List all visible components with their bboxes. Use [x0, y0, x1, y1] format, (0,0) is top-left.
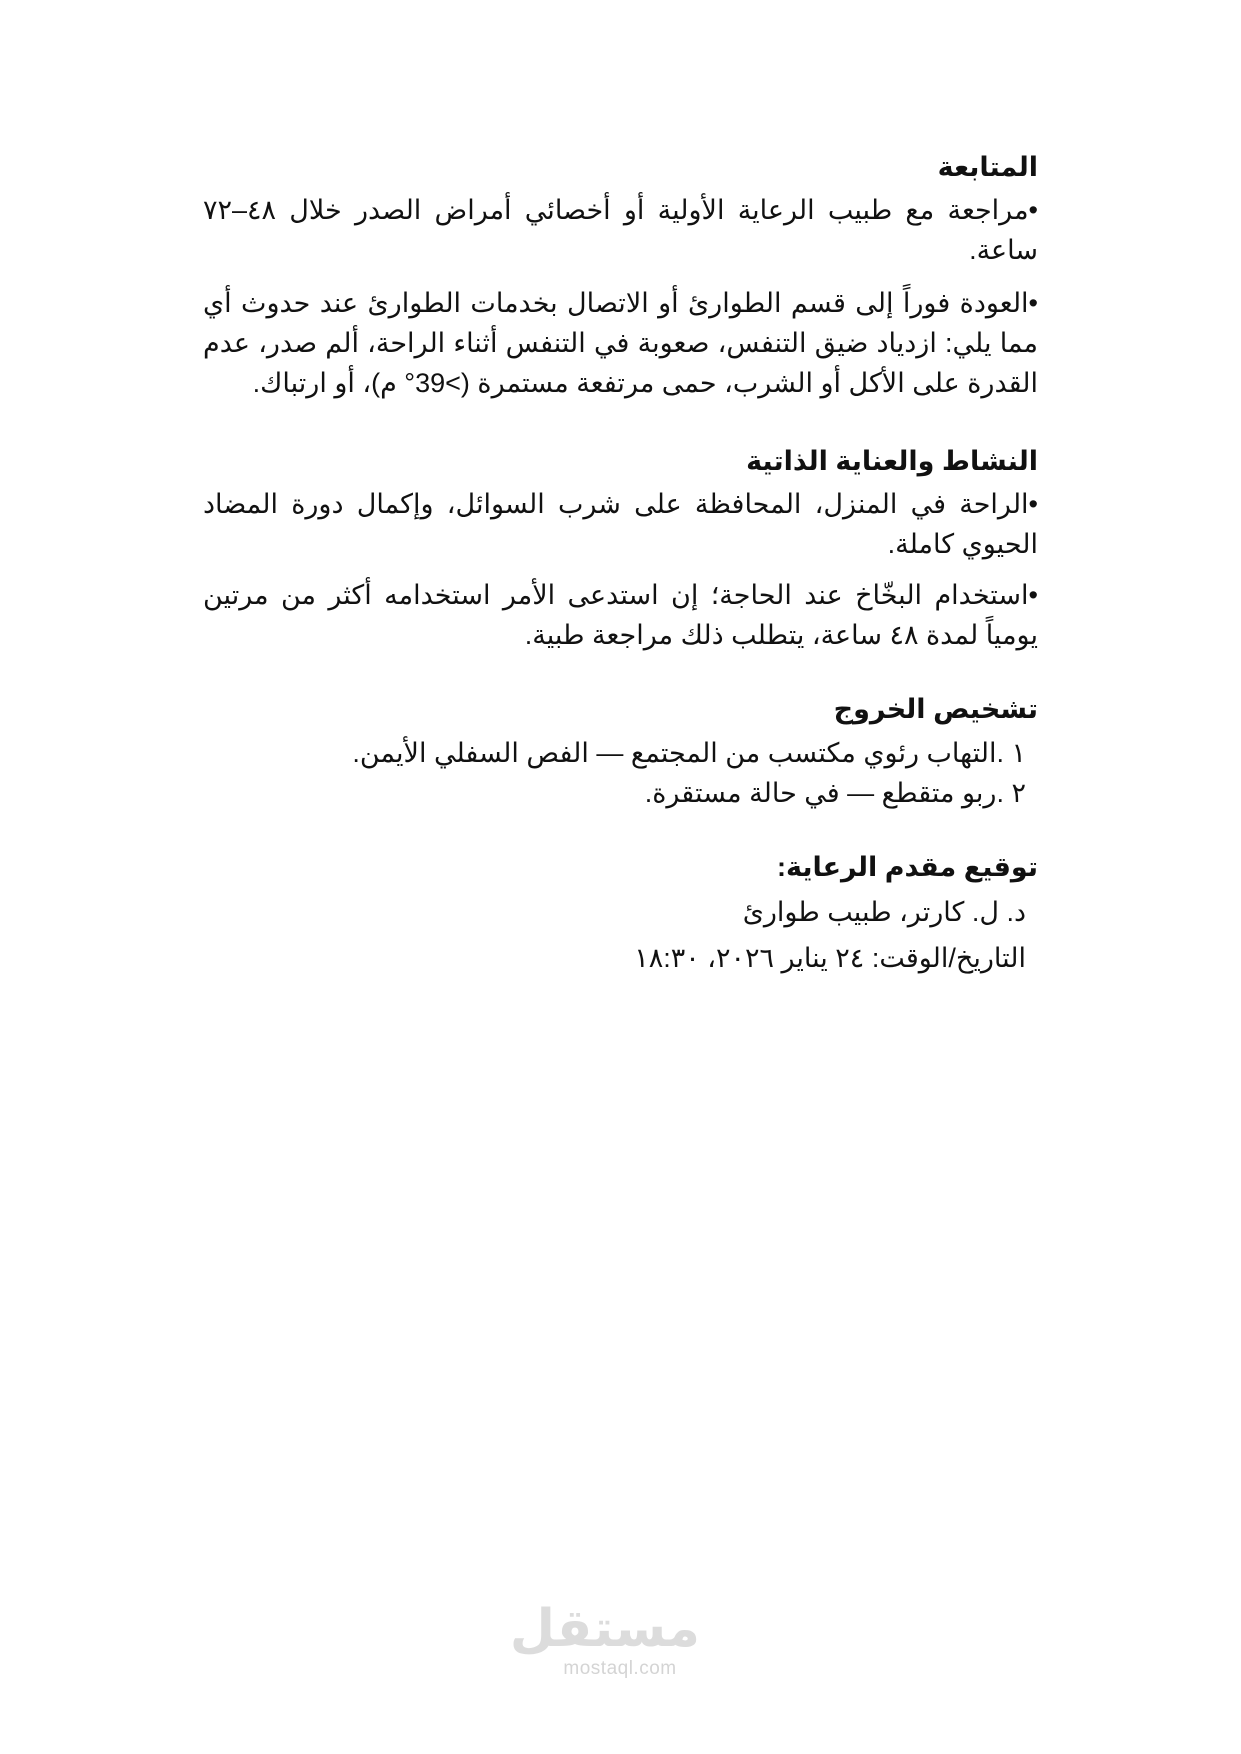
diagnosis-heading: تشخيص الخروج — [833, 694, 1038, 724]
followup-heading: المتابعة — [937, 152, 1038, 182]
watermark-logo: مستقل — [509, 1599, 700, 1659]
followup-item-return-er: •العودة فوراً إلى قسم الطوارئ أو الاتصال بخدمات الطوارئ عند حدوث أي مما يلي: ازدياد ضيق التنفس، صعوبة في التنفس أثناء الراحة، ألم صدر، عدم القدرة على الأكل أو الشرب، حمى مرتفعة مستمرة (>39° م)، أو ارتباك. — [203, 288, 1038, 398]
signature-name: د. ل. كارتر، طبيب طوارئ — [742, 897, 1026, 927]
activity-item-inhaler: •استخدام البخّاخ عند الحاجة؛ إن استدعى الأمر استخدامه أكثر من مرتين يومياً لمدة ٤٨ ساعة، يتطلب ذلك مراجعة طبية. — [203, 580, 1038, 650]
signature-heading: توقيع مقدم الرعاية: — [776, 852, 1038, 882]
followup-item-review: •مراجعة مع طبيب الرعاية الأولية أو أخصائي أمراض الصدر خلال ٤٨–٧٢ ساعة. — [203, 195, 1038, 265]
activity-item-rest: •الراحة في المنزل، المحافظة على شرب السوائل، وإكمال دورة المضاد الحيوي كاملة. — [203, 489, 1038, 559]
watermark — [509, 1599, 700, 1680]
diagnosis-item-asthma: ٢ .ربو متقطع — في حالة مستقرة. — [644, 778, 1026, 808]
watermark-url: mostaql.com — [563, 1658, 677, 1679]
signature-datetime: التاريخ/الوقت: ٢٤ يناير ٢٠٢٦، ١٨:٣٠ — [634, 943, 1026, 973]
diagnosis-list — [203, 733, 1038, 813]
diagnosis-item-pneumonia: ١ .التهاب رئوي مكتسب من المجتمع — الفص السفلي الأيمن. — [352, 738, 1026, 768]
activity-heading: النشاط والعناية الذاتية — [746, 446, 1038, 476]
